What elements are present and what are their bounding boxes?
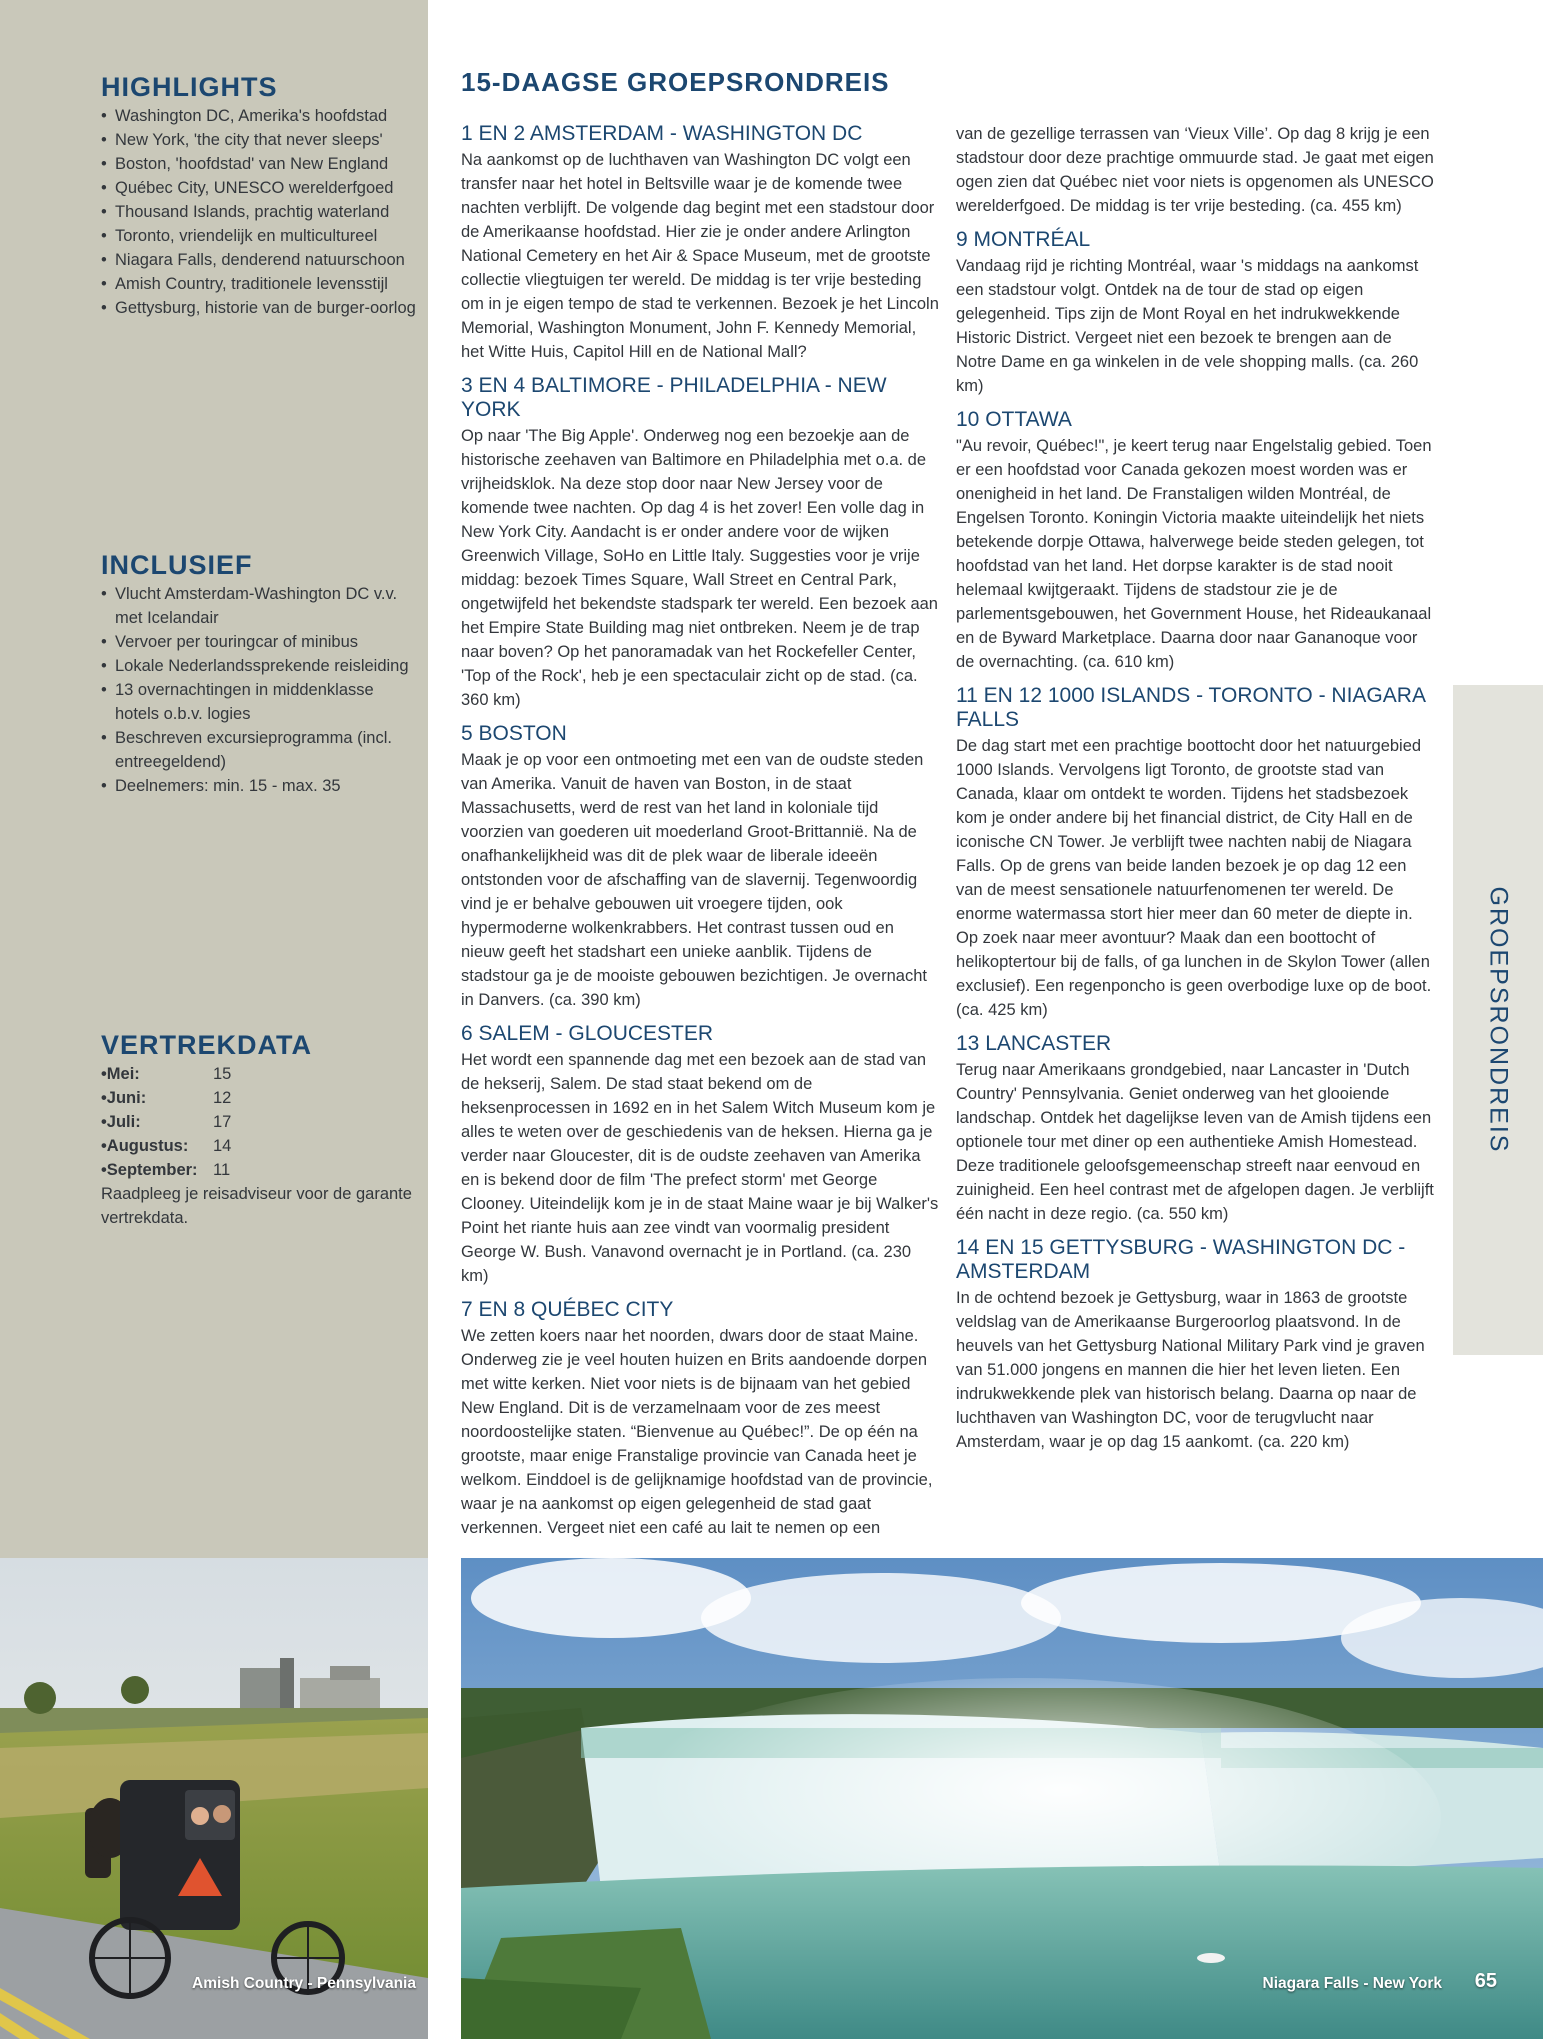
highlight-item: • Québec City, UNESCO werelderfgoed [101, 176, 421, 200]
itinerary-right-sections [956, 228, 1434, 1454]
itinerary-day-body: In de ochtend bezoek je Gettysburg, waar in 1863 de grootste veldslag van de Amerikaanse Burgeroorlog plaatsvond. In de heuvels van het Gettysburg National Military Park vind je graven van 51.000 jongens en mannen die hier het leven lieten. Een indrukwekkende plek van historisch belang. Daarna op naar de luchthaven van Washington DC, voor de terugvlucht naar Amsterdam, waar je op dag 15 aankomt. (ca. 220 km) [956, 1289, 1425, 1451]
vertrekdata-note: Raadpleeg je reisadviseur voor de garante vertrekdata. [101, 1185, 412, 1227]
itinerary-day [461, 1298, 939, 1540]
itinerary-day-heading: 3 EN 4 BALTIMORE - PHILADELPHIA - NEW YORK [461, 374, 887, 421]
inclusief-item: • Deelnemers: min. 15 - max. 35 [101, 774, 421, 798]
itinerary-column-left [461, 122, 939, 1550]
section-tab [1453, 685, 1543, 1355]
vertrekdata-list [101, 1062, 421, 1182]
itinerary-day [461, 1022, 939, 1288]
itinerary-day-heading: 7 EN 8 QUÉBEC CITY [461, 1298, 674, 1321]
inclusief-item: • Vervoer per touringcar of minibus [101, 630, 421, 654]
itinerary-day-body: Op naar 'The Big Apple'. Onderweg nog een bezoekje aan de historische zeehaven van Baltimore en Philadelphia met o.a. de vrijheidsklok. Na deze stop door naar New Jersey voor de komende twee nachten. Op dag 4 is het zover! Een volle dag in New York City. Aandacht is er onder andere voor de wijken Greenwich Village, SoHo en Little Italy. Suggesties voor je vrije middag: bezoek Times Square, Wall Street en Central Park, ongetwijfeld het bekendste stadspark ter wereld. Een bezoek aan het Empire State Building mag niet ontbreken. Neem je de trap naar boven? Op het panoramadak van het Rockefeller Center, 'Top of the Rock', heb je een spectaculair zicht op de stad. (ca. 360 km) [461, 427, 938, 709]
itinerary-day-body: Terug naar Amerikaans grondgebied, naar Lancaster in 'Dutch Country' Pennsylvania. Geniet onderweg van het glooiende landschap. Ontdek het dagelijkse leven van de Amish tijdens een optionele tour met diner op een authentieke Amish Homestead. Deze traditionele geloofsgemeenschap streeft naar eenvoud en zuinigheid. Een heel contrast met de afgelopen dagen. Je verblijft één nacht in deze regio. (ca. 550 km) [956, 1061, 1434, 1223]
itinerary-day [461, 722, 939, 1012]
itinerary-day-heading: 1 EN 2 AMSTERDAM - WASHINGTON DC [461, 122, 863, 145]
itinerary-day-heading: 14 EN 15 GETTYSBURG - WASHINGTON DC - AMSTERDAM [956, 1236, 1406, 1283]
photo-niagara-falls [461, 1558, 1543, 2039]
itinerary-day-heading: 9 MONTRÉAL [956, 228, 1091, 251]
page-title: 15-DAAGSE GROEPSRONDREIS [461, 67, 890, 97]
inclusief-item: • Vlucht Amsterdam-Washington DC v.v. met Icelandair [101, 582, 421, 630]
amish-buggy-image [0, 1558, 428, 2039]
itinerary-day-heading: 11 EN 12 1000 ISLANDS - TORONTO - NIAGARA FALLS [956, 684, 1425, 731]
vertrekdata-block [101, 1030, 421, 1230]
departure-month: • Augustus: [101, 1134, 213, 1158]
departure-date-row [101, 1110, 421, 1134]
itinerary-day-body: Na aankomst op de luchthaven van Washington DC volgt een transfer naar het hotel in Beltsville waar je de komende twee nachten verblijft. De volgende dag begint met een stadstour door de Amerikaanse hoofdstad. Hier zie je onder andere Arlington National Cemetery en het Air & Space Museum, met de grootste collectie vliegtuigen ter wereld. De middag is ter vrije besteding om in je eigen tempo de stad te verkennen. Bezoek je het Lincoln Memorial, Washington Monument, John F. Kennedy Memorial, het Witte Huis, Capitol Hill en de National Mall? [461, 151, 939, 361]
itinerary-column-right [956, 122, 1434, 1464]
itinerary-day-heading: 10 OTTAWA [956, 408, 1072, 431]
vertrekdata-title: VERTREKDATA [101, 1030, 312, 1060]
inclusief-item: • 13 overnachtingen in middenklasse hotels o.b.v. logies [101, 678, 421, 726]
highlight-item: • Toronto, vriendelijk en multicultureel [101, 224, 421, 248]
itinerary-day [956, 1236, 1434, 1454]
departure-day: 14 [213, 1137, 232, 1155]
highlights-block [101, 72, 421, 320]
departure-date-row [101, 1086, 421, 1110]
photo-caption-right: Niagara Falls - New York [1262, 1975, 1442, 1992]
niagara-falls-image [461, 1558, 1543, 2039]
inclusief-list [101, 582, 421, 798]
highlight-item: • Washington DC, Amerika's hoofdstad [101, 104, 421, 128]
departure-month: • Mei: [101, 1062, 213, 1086]
itinerary-day-body: Het wordt een spannende dag met een bezoek aan de stad van de hekserij, Salem. De stad staat bekend om de heksenprocessen in 1692 en in het Salem Witch Museum kom je alles te weten over de geschiedenis van de heksen. Hierna ga je verder naar Gloucester, dit is de oudste zeehaven van Amerika en is bekend door de film 'The prefect storm' met George Clooney. Uiteindelijk kom je in de staat Maine waar je bij Walker's Point het riante huis aan zee vindt van voormalig president George W. Bush. Vanavond overnacht je in Portland. (ca. 230 km) [461, 1051, 939, 1285]
itinerary-day [461, 122, 939, 364]
photo-amish-country [0, 1558, 428, 2039]
departure-day: 15 [213, 1065, 232, 1083]
itinerary-day [956, 684, 1434, 1022]
highlight-item: • Amish Country, traditionele levensstijl [101, 272, 421, 296]
highlight-item: • Thousand Islands, prachtig waterland [101, 200, 421, 224]
itinerary-day-heading: 5 BOSTON [461, 722, 567, 745]
inclusief-title: INCLUSIEF [101, 550, 253, 580]
itinerary-day [461, 374, 939, 712]
page-number: 65 [1474, 1970, 1497, 1992]
itinerary-day [956, 408, 1434, 674]
itinerary-day-body: Vandaag rijd je richting Montréal, waar 's middags na aankomst een stadstour volgt. Ontdek na de tour de stad op eigen gelegenheid. Tips zijn de Mont Royal en het indrukwekkende Historic District. Vergeet niet een bezoek te brengen aan de Notre Dame en ga winkelen in de vele shopping malls. (ca. 260 km) [956, 257, 1419, 395]
highlights-list [101, 104, 421, 320]
photo-caption-left: Amish Country - Pennsylvania [192, 1975, 416, 1992]
itinerary-day [956, 228, 1434, 398]
section-tab-label: GROEPSRONDREIS [1484, 886, 1513, 1154]
departure-date-row [101, 1062, 421, 1086]
itinerary-day [956, 1032, 1434, 1226]
itinerary-day-body: De dag start met een prachtige boottocht door het natuurgebied 1000 Islands. Vervolgens ligt Toronto, de grootste stad van Canada, klaar om ontdekt te worden. Tijdens het stadsbezoek kom je onder andere bij het financial district, de City Hall en de iconische CN Tower. Je verblijft twee nachten nabij de Niagara Falls. Op de grens van beide landen bezoek je op dag 12 een van de meest sensationele natuurfenomenen ter wereld. De enorme watermassa stort hier meer dan 60 meter de diepte in. Op zoek naar meer avontuur? Maak dan een boottocht of helikoptertour bij de falls, of ga lunchen in de Skylon Tower (allen exclusief). Een regenponcho is geen overbodige luxe op de boot. (ca. 425 km) [956, 737, 1432, 1019]
departure-month: • September: [101, 1158, 213, 1182]
highlight-item: • Gettysburg, historie van de burger-oorlog [101, 296, 421, 320]
departure-day: 11 [213, 1161, 231, 1179]
itinerary-day-heading: 6 SALEM - GLOUCESTER [461, 1022, 714, 1045]
departure-date-row [101, 1158, 421, 1182]
inclusief-item: • Beschreven excursieprogramma (incl. entreegeldend) [101, 726, 421, 774]
itinerary-day-body: Maak je op voor een ontmoeting met een van de oudste steden van Amerika. Vanuit de haven van Boston, in de staat Massachusetts, werd de rest van het land in koloniale tijd voorzien van goederen uit moederland Groot-Brittannië. Na de onafhankelijkheid was dit de plek waar de liberale ideeën ontstonden voor de afschaffing van de slavernij. Tegenwoordig vind je er behalve gebouwen uit vroegere tijden, ook hypermoderne wolkenkrabbers. Het contrast tussen oud en nieuw geeft het stadshart een unieke aanblik. Tijdens de stadstour ga je de mooiste gebouwen bezichtigen. Je overnacht in Danvers. (ca. 390 km) [461, 751, 927, 1009]
departure-date-row [101, 1134, 421, 1158]
highlight-item: • Niagara Falls, denderend natuurschoon [101, 248, 421, 272]
itinerary-day-body: "Au revoir, Québec!", je keert terug naar Engelstalig gebied. Toen er een hoofdstad voor Canada gekozen moest worden was er onenigheid in het land. De Franstaligen wilden Montréal, de Engelsen Toronto. Koningin Victoria maakte uiteindelijk het niets betekende dorpje Ottawa, halverwege beide steden gelegen, tot hoofdstad van het land. Het dorpse karakter is de stad nooit helemaal kwijtgeraakt. Tijdens de stadstour zie je de parlementsgebouwen, het Government House, het Rideaukanaal en de Byward Marketplace. Daarna door naar Gananoque voor de overnachting. (ca. 610 km) [956, 437, 1432, 671]
highlights-title: HIGHLIGHTS [101, 72, 278, 102]
departure-month: • Juni: [101, 1086, 213, 1110]
itinerary-day-heading: 13 LANCASTER [956, 1032, 1112, 1055]
inclusief-block [101, 550, 421, 798]
highlight-item: • New York, 'the city that never sleeps' [101, 128, 421, 152]
sidebar [0, 0, 428, 1558]
departure-month: • Juli: [101, 1110, 213, 1134]
inclusief-item: • Lokale Nederlandssprekende reisleiding [101, 654, 421, 678]
departure-day: 17 [213, 1113, 232, 1131]
departure-day: 12 [213, 1089, 232, 1107]
itinerary-day-body: We zetten koers naar het noorden, dwars door de staat Maine. Onderweg zie je veel houten huizen en Brits aandoende dorpen met witte kerken. Niet voor niets is de bijnaam van het gebied New England. Dit is de verzamelnaam voor de zes meest noordoostelijke staten. “Bienvenue au Québec!”. De op één na grootste, maar enige Franstalige provincie van Canada heet je welkom. Einddoel is de gelijknamige hoofdstad van de provincie, waar je na aankomst op eigen gelegenheid de stad gaat verkennen. Vergeet niet een café au lait te nemen op een [461, 1327, 933, 1537]
highlight-item: • Boston, 'hoofdstad' van New England [101, 152, 421, 176]
itinerary-continuation: van de gezellige terrassen van ‘Vieux Ville’. Op dag 8 krijg je een stadstour door deze prachtige ommuurde stad. Je gaat met eigen ogen zien dat Québec niet voor niets is opgenomen als UNESCO werelderfgoed. De middag is ter vrije besteding. (ca. 455 km) [956, 125, 1434, 215]
